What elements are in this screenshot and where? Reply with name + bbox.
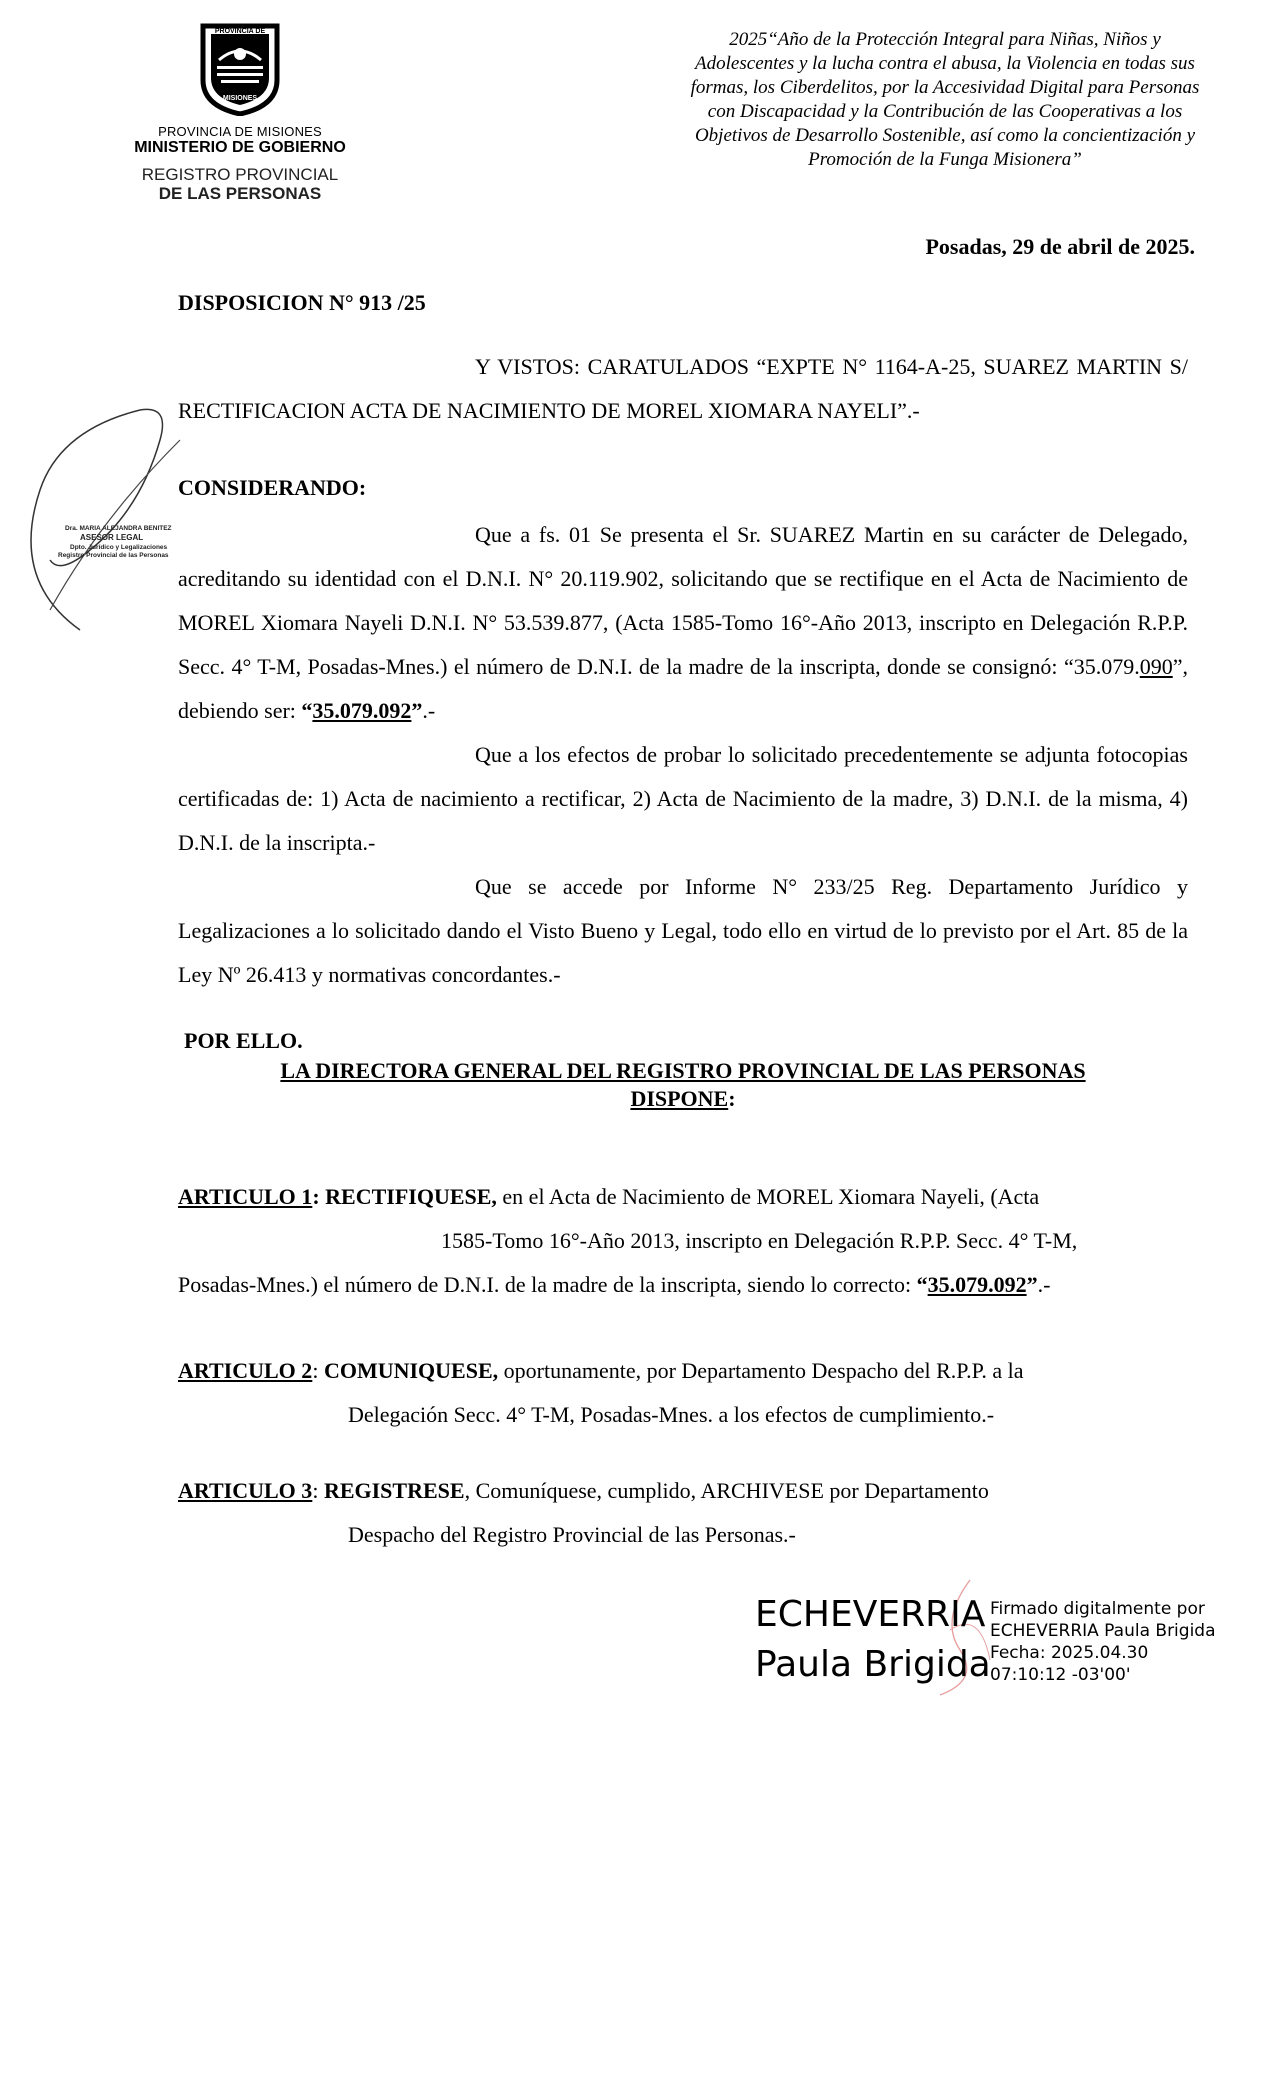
p1-text-a: Que a fs. 01 Se presenta el Sr. SUAREZ Martin en su carácter de Delegado, acreditando su identidad con el D.N.I. N° 20.119.902, solicitando que se rectifique en el Acta de Nacimiento de MOREL Xiomara Nayeli D.N.I. N° 53.539.877, (Acta 1585-Tomo 16°-Año 2013, inscripto en Delegación R.P.P. Secc. 4° T-M, Posadas-Mnes.) el número de D.N.I. de la madre de la inscripta, donde se consignó: “35.079. (178, 522, 1188, 679)
articulo-2-keyword: COMUNIQUESE, (323, 1358, 499, 1383)
directora-heading (178, 1057, 1188, 1113)
org-line-1: PROVINCIA DE MISIONES (158, 124, 322, 139)
signature-name-line-2: Paula Brigida (755, 1644, 991, 1685)
por-ello-heading: POR ELLO. (184, 1028, 303, 1053)
signature-name-line-1: ECHEVERRIA (755, 1594, 986, 1635)
vistos-paragraph: Y VISTOS: CARATULADOS “EXPTE N° 1164-A-25, SUAREZ MARTIN S/ RECTIFICACION ACTA DE NACIMIENTO DE MOREL XIOMARA NAYELI”.- (178, 354, 1188, 423)
considerando-paragraph-1 (178, 513, 1188, 733)
articulo-1-line-1: en el Acta de Nacimiento de MOREL Xiomara Nayeli, (Acta (496, 1184, 1040, 1209)
articulo-3-sep: : (312, 1478, 324, 1503)
legal-advisor-signature-stamp (20, 400, 200, 650)
org-logo-block (120, 20, 360, 203)
seal-bottom-text: MISIONES (222, 95, 258, 102)
signature-meta-line-3: Fecha: 2025.04.30 (990, 1643, 1149, 1663)
digital-signature-name (755, 1590, 991, 1690)
articulo-1-label: ARTICULO 1 (178, 1184, 313, 1209)
articulo-1-keyword: RECTIFIQUESE, (325, 1184, 497, 1209)
articulo-3 (178, 1469, 1188, 1557)
articulo-2-label: ARTICULO 2 (178, 1358, 313, 1383)
articulo-1-quote-open: “ (916, 1272, 928, 1297)
p1-text-c: .- (422, 698, 436, 723)
considerando-paragraph-3: Que se accede por Informe N° 233/25 Reg. Departamento Jurídico y Legalizaciones a lo solicitado dando el Visto Bueno y Legal, todo ello en virtud de lo previsto por el Art. 85 de la Ley Nº 26.413 y normativas concordantes.- (178, 874, 1188, 987)
articulo-3-line-2: Despacho del Registro Provincial de las Personas.- (348, 1522, 796, 1547)
stamp-line-1: Dra. MARIA ALEJANDRA BENITEZ (65, 525, 172, 532)
articulo-2-sep: : (312, 1358, 324, 1383)
p1-quote-close: ” (411, 698, 423, 723)
articulo-2-line-2: Delegación Secc. 4° T-M, Posadas-Mnes. a los efectos de cumplimiento.- (348, 1402, 995, 1427)
signature-meta-line-4: 07:10:12 -03'00' (990, 1665, 1131, 1685)
articulo-1-end: .- (1037, 1272, 1051, 1297)
stamp-line-4: Registro Provincial de las Personas (58, 552, 169, 559)
articulo-1-correct-number: 35.079.092 (927, 1272, 1027, 1297)
directora-line-2: DISPONE (630, 1086, 729, 1111)
directora-colon: : (728, 1086, 736, 1111)
considerando-heading: CONSIDERANDO: (178, 475, 367, 500)
articulo-2 (178, 1349, 1188, 1437)
digital-signature-metadata (990, 1598, 1216, 1686)
stamp-line-3: Dpto. Jurídico y Legalizaciones (70, 544, 168, 551)
p1-wrong-digits: 090 (1139, 654, 1173, 679)
signature-meta-line-2: ECHEVERRIA Paula Brigida (990, 1621, 1216, 1641)
signature-meta-line-1: Firmado digitalmente por (990, 1599, 1205, 1619)
p1-quote-open: “ (301, 698, 313, 723)
seal-top-text: PROVINCIA DE (214, 28, 266, 35)
articulo-2-line-1: oportunamente, por Departamento Despacho del R.P.P. a la (498, 1358, 1024, 1383)
org-line-2: MINISTERIO DE GOBIERNO (134, 139, 346, 156)
articulo-1 (178, 1175, 1188, 1307)
articulo-1-line-2: 1585-Tomo 16°-Año 2013, inscripto en Delegación R.P.P. Secc. 4° T-M, (441, 1228, 1078, 1253)
directora-line-1: LA DIRECTORA GENERAL DEL REGISTRO PROVINCIAL DE LAS PERSONAS (280, 1058, 1086, 1083)
org-line-3: REGISTRO PROVINCIAL (141, 165, 339, 184)
p1-correct-number: 35.079.092 (312, 698, 412, 723)
document-date: Posadas, 29 de abril de 2025. (925, 234, 1195, 259)
org-line-4: DE LAS PERSONAS (158, 184, 322, 203)
disposicion-number: DISPOSICION N° 913 /25 (178, 290, 426, 315)
articulo-3-keyword: REGISTRESE (323, 1478, 465, 1503)
stamp-line-2: ASESOR LEGAL (80, 533, 144, 542)
province-seal-icon (195, 20, 285, 116)
considerando-paragraph-2: Que a los efectos de probar lo solicitado precedentemente se adjunta fotocopias certificadas de: 1) Acta de nacimiento a rectificar, 2) Acta de Nacimiento de la madre, 3) D.N.I. de la misma, 4) D.N.I. de la inscripta.- (178, 742, 1188, 855)
articulo-3-line-1: , Comuníquese, cumplido, ARCHIVESE por Departamento (464, 1478, 989, 1503)
articulo-3-label: ARTICULO 3 (178, 1478, 313, 1503)
p1-text-b: ”, debiendo ser: (178, 654, 1188, 723)
year-motto: 2025“Año de la Protección Integral para Niñas, Niños y Adolescentes y la lucha contra el abusa, la Violencia en todas sus formas, los Ciberdelitos, por la Accesividad Digital para Personas con Discapacidad y la Contribución de las Cooperativas a los Objetivos de Desarrollo Sostenible, así como la concientización y Promoción de la Funga Misionera” (690, 29, 1200, 170)
articulo-1-line-3: Posadas-Mnes.) el número de D.N.I. de la madre de la inscripta, siendo lo correcto: (178, 1272, 917, 1297)
articulo-1-quote-close: ” (1026, 1272, 1038, 1297)
articulo-1-sep: : (312, 1184, 326, 1209)
